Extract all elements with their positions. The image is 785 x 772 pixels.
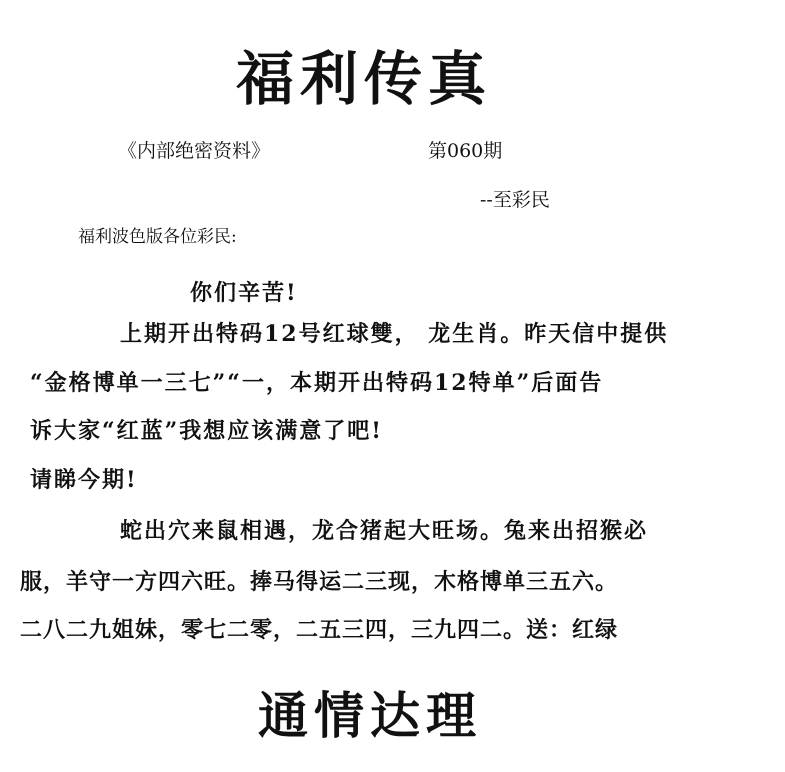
author-line: --至彩民 [480,189,550,211]
issue-number: 第060期 [428,140,503,162]
paragraph-2-line-1: 蛇出穴来鼠相遇，龙合猪起大旺场。兔来出招猴必 [120,518,649,544]
paragraph-2-line-3: 二八二九姐妹，零七二零，二五三四，三九四二。送：红绿 [20,617,619,643]
paragraph-1-line-1: 上期开出特码12号红球雙， 龙生肖。昨天信中提供 [120,321,669,347]
request-line: 请睇今期! [30,467,138,493]
page-title: 福利传真 [236,45,493,113]
footer-motto: 通情达理 [258,686,482,745]
greeting: 你们辛苦! [190,280,298,306]
paragraph-1-line-2: “金格博单一三七”“一，本期开出特码12特单”后面告 [30,370,604,396]
salutation: 福利波色版各位彩民: [78,227,237,247]
document-label: 《内部绝密资料》 [118,140,271,162]
paragraph-2-line-2: 服，羊守一方四六旺。捧马得运二三现，木格博单三五六。 [20,569,619,595]
paragraph-1-line-3: 诉大家“红蓝”我想应该满意了吧! [30,418,383,444]
